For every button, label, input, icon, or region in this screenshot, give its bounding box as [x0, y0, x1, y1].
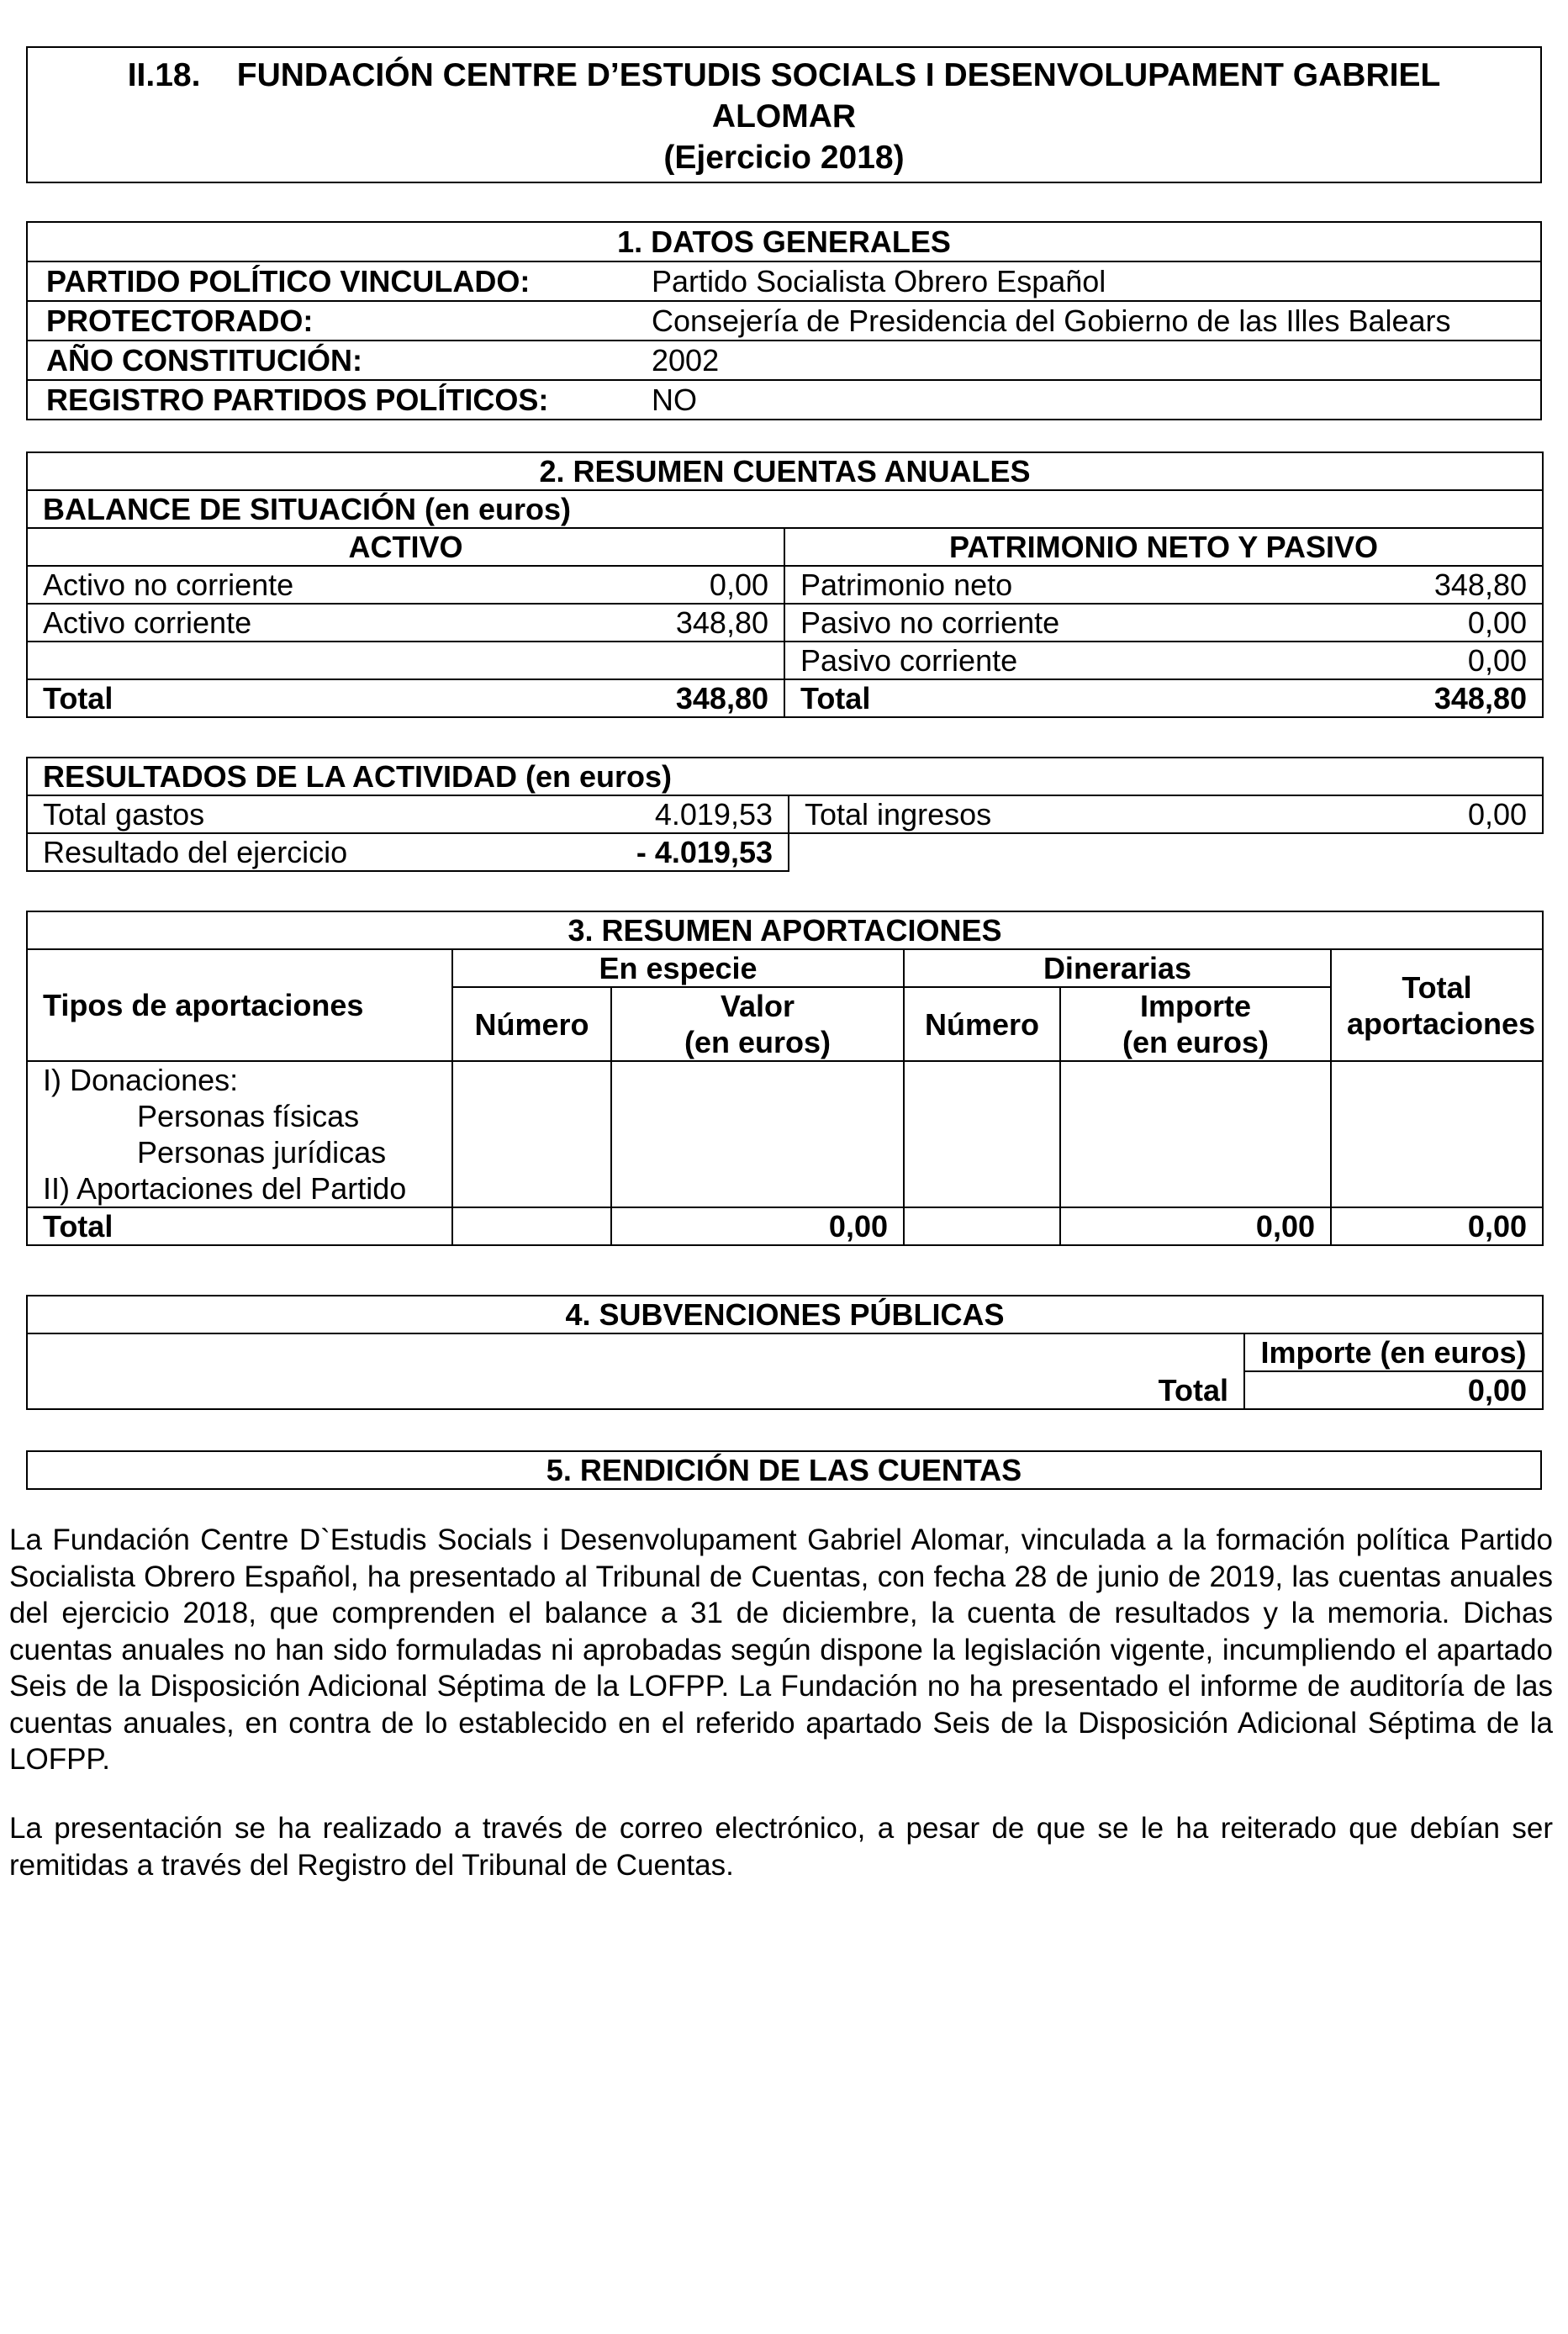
activo-label: Activo corriente [27, 604, 628, 642]
pasivo-value: 348,80 [1386, 566, 1543, 604]
aportaciones-total-label: Total [27, 1207, 452, 1245]
table-row [27, 1170, 1543, 1207]
subvenciones-total-value: 0,00 [1244, 1371, 1543, 1409]
rendicion-paragraph-2: La presentación se ha realizado a través de correo electrónico, a pesar de que se le ha reiterado que debían ser remitidas a través del Registro del Tribunal de Cuentas. [9, 1812, 1553, 1882]
table-row [27, 833, 1543, 871]
en-especie-header: En especie [452, 949, 904, 987]
title-line-1: II.18. FUNDACIÓN CENTRE D’ESTUDIS SOCIALS I DESENVOLUPAMENT GABRIEL [127, 57, 1441, 93]
subvenciones-header: 4. SUBVENCIONES PÚBLICAS [27, 1296, 1543, 1333]
title-line-3: (Ejercicio 2018) [663, 140, 905, 176]
valor-header [611, 987, 904, 1061]
pasivo-label: Pasivo no corriente [784, 604, 1386, 642]
activo-total-value: 348,80 [628, 679, 784, 717]
datos-row-protectorado [28, 300, 1540, 340]
title-line-2: ALOMAR [711, 98, 857, 135]
activo-label [27, 642, 628, 679]
ingresos-label: Total ingresos [789, 795, 1386, 833]
resultado-label: Resultado del ejercicio [27, 833, 620, 871]
cuentas-anuales-section [26, 451, 1542, 718]
empty-cell [789, 833, 1543, 871]
datos-row-partido [28, 262, 1540, 300]
numero-especie-header: Número [452, 987, 611, 1061]
total-aportaciones-header [1331, 949, 1543, 1061]
rendicion-paragraph-1: La Fundación Centre D`Estudis Socials i Desenvolupament Gabriel Alomar, vinculada a la formación política Partido Socialista Obrero Español, ha presentado al Tribunal de Cuentas, con fecha 28 de junio de 2019, las cuentas anuales del ejercicio 2018, que comprenden el balance a 31 de diciembre, la cuenta de resultados y la memoria. Dichas cuentas anuales no han sido formuladas ni aprobadas según dispone la legislación vigente, incumpliendo el apartado Seis de la Disposición Adicional Séptima de la LOFPP. La Fundación no ha presentado el informe de auditoría de las cuentas anuales, en contra de lo establecido en el referido apartado Seis de la Disposición Adicional Séptima de la LOFPP. [9, 1523, 1553, 1776]
balance-total-row [27, 679, 1543, 717]
activo-value: 0,00 [628, 566, 784, 604]
row-personas-fisicas: Personas físicas [27, 1098, 452, 1134]
pasivo-total-label: Total [784, 679, 1386, 717]
resultados-title: RESULTADOS DE LA ACTIVIDAD (en euros) [27, 758, 1543, 795]
subvenciones-table [26, 1295, 1544, 1410]
gastos-label: Total gastos [27, 795, 620, 833]
table-row [27, 642, 1543, 679]
activo-value: 348,80 [628, 604, 784, 642]
table-row [27, 604, 1543, 642]
rendicion-table [26, 1450, 1542, 1490]
subvenciones-section [26, 1295, 1542, 1410]
activo-header: ACTIVO [27, 528, 784, 566]
total-aportaciones-line1: Total [1402, 969, 1472, 1005]
value-ano: 2002 [652, 343, 720, 378]
aportaciones-table [26, 911, 1544, 1246]
datos-generales-section [26, 221, 1542, 420]
rendicion-section [26, 1450, 1542, 1490]
value-registro: NO [652, 383, 697, 417]
table-row [27, 566, 1543, 604]
importe-header [1060, 987, 1331, 1061]
total-total: 0,00 [1331, 1207, 1543, 1245]
datos-row-ano [28, 340, 1540, 379]
label-registro: REGISTRO PARTIDOS POLÍTICOS: [46, 383, 549, 417]
numero-dinerarias-header: Número [904, 987, 1060, 1061]
document-title-box [26, 46, 1542, 183]
balance-title: BALANCE DE SITUACIÓN (en euros) [27, 490, 1543, 528]
pasivo-value: 0,00 [1386, 604, 1543, 642]
value-partido: Partido Socialista Obrero Español [652, 264, 1106, 298]
resultado-value: - 4.019,53 [620, 833, 789, 871]
table-row [27, 1061, 1543, 1098]
row-aportaciones-partido: II) Aportaciones del Partido [27, 1170, 452, 1207]
resultados-table [26, 757, 1544, 872]
row-donaciones: I) Donaciones: [27, 1061, 452, 1098]
rendicion-header: 5. RENDICIÓN DE LAS CUENTAS [27, 1451, 1541, 1489]
activo-label: Activo no corriente [27, 566, 628, 604]
label-partido: PARTIDO POLÍTICO VINCULADO: [46, 264, 531, 298]
pasivo-label: Pasivo corriente [784, 642, 1386, 679]
table-row [27, 1134, 1543, 1170]
pasivo-value: 0,00 [1386, 642, 1543, 679]
dinerarias-header: Dinerarias [904, 949, 1331, 987]
aportaciones-header: 3. RESUMEN APORTACIONES [27, 911, 1543, 949]
tipos-header: Tipos de aportaciones [27, 949, 452, 1061]
total-valor: 0,00 [611, 1207, 904, 1245]
pasivo-header: PATRIMONIO NETO Y PASIVO [784, 528, 1543, 566]
label-ano: AÑO CONSTITUCIÓN: [46, 343, 362, 378]
activo-value [628, 642, 784, 679]
datos-row-registro [28, 379, 1540, 419]
valor-line2: (en euros) [684, 1025, 832, 1059]
valor-line1: Valor [720, 989, 795, 1023]
balance-table [26, 451, 1544, 718]
resultados-section [26, 757, 1542, 872]
importe-line2: (en euros) [1122, 1025, 1270, 1059]
pasivo-label: Patrimonio neto [784, 566, 1386, 604]
activo-total-label: Total [27, 679, 628, 717]
label-protectorado: PROTECTORADO: [46, 304, 314, 338]
row-personas-juridicas: Personas jurídicas [27, 1134, 452, 1170]
table-row [27, 795, 1543, 833]
cuentas-header: 2. RESUMEN CUENTAS ANUALES [27, 452, 1543, 490]
datos-generales-header: 1. DATOS GENERALES [28, 223, 1540, 262]
gastos-value: 4.019,53 [620, 795, 789, 833]
value-protectorado: Consejería de Presidencia del Gobierno de las Illes Balears [652, 304, 1451, 338]
ingresos-value: 0,00 [1386, 795, 1543, 833]
subvenciones-total-row [27, 1371, 1543, 1409]
importe-line1: Importe [1139, 989, 1251, 1023]
aportaciones-total-row [27, 1207, 1543, 1245]
total-importe: 0,00 [1060, 1207, 1331, 1245]
total-aportaciones-line2: aportaciones [1347, 1006, 1536, 1041]
importe-euros-header: Importe (en euros) [1244, 1333, 1543, 1371]
aportaciones-section [26, 911, 1542, 1246]
subvenciones-total-label: Total [27, 1371, 1244, 1409]
pasivo-total-value: 348,80 [1386, 679, 1543, 717]
table-row [27, 1098, 1543, 1134]
